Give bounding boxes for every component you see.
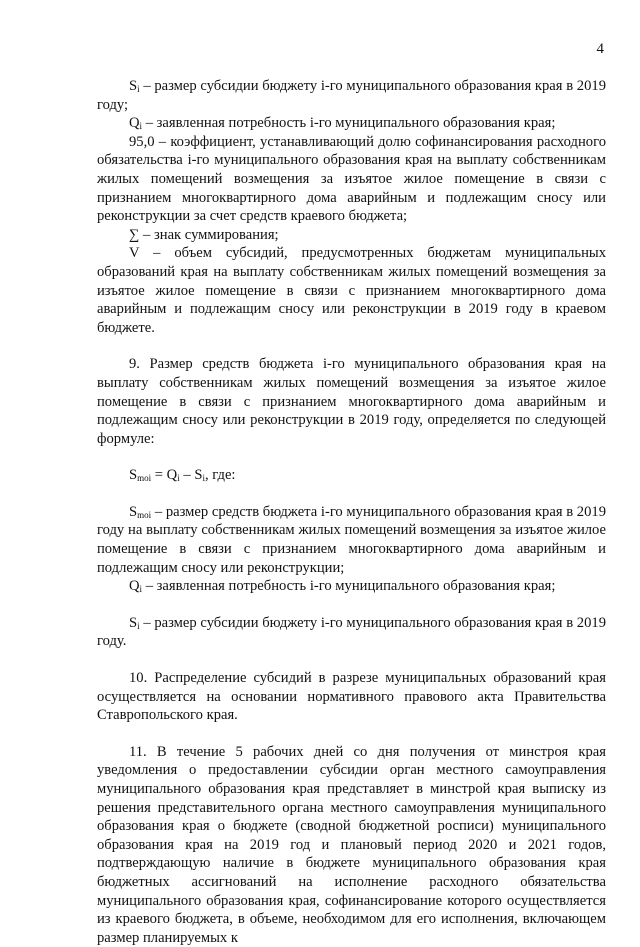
paragraph-text: V – объем субсидий, предусмотренных бюджетам муниципальных образований края на выплату собственникам жилых помещений возмещения за изъятое жилое помещение в связи с признанием многоквартирного дома аварийным и подлежащим сносу или реконструкции в 2019 году в краевом бюджете. [97,245,606,336]
paragraph-text: 10. Распределение субсидий в разрезе муниципальных образований края осуществляется на основании нормативного правового акта Правительства Ставропольского края. [97,670,606,724]
formula-s-symbol: S [194,467,203,484]
formula-smoi [97,466,606,485]
symbol: S [129,503,138,520]
symbol: S [129,614,138,631]
paragraph-text: – размер субсидии бюджету i-го муниципального образования края в 2019 году; [97,78,606,113]
paragraph-text: – заявленная потребность i-го муниципального образования края; [142,578,556,595]
formula-equals: = [151,467,167,484]
symbol: Q [129,115,140,132]
document-body [97,77,606,947]
subscript: i [139,584,143,595]
formula-lhs-subscript: moi [137,473,152,484]
paragraph-text: 95,0 – коэффициент, устанавливающий долю софинансирования расходного обязательства i-го муниципального образования края на выплату собственникам жилых помещений возмещения за изъятое жилое помещение в связи с признанием многоквартирного дома аварийным и подлежащим сносу или реконструкции за счет средств краевого бюджета; [97,133,606,225]
paragraph-smoi-definition [97,503,606,577]
formula-q-subscript: i [177,473,180,484]
paragraph-section-11 [97,743,606,947]
subscript: i [137,620,140,631]
paragraph-section-10 [97,669,606,725]
symbol: Q [129,578,140,595]
formula-minus: – [179,467,195,484]
formula-q-symbol: Q [166,467,178,484]
formula-s-subscript: i [202,473,205,484]
paragraph-coefficient-definition [97,133,606,226]
paragraph-text: – заявленная потребность i-го муниципального образования края; [142,115,556,132]
subscript: i [137,84,140,94]
page-number: 4 [596,41,604,57]
paragraph-v-definition [97,244,606,337]
formula-tail: , где: [204,467,236,484]
paragraph-si-definition-2 [97,614,606,651]
subscript: moi [137,509,152,520]
symbol: S [129,78,138,94]
paragraph-text: – размер средств бюджета i-го муниципального образования края в 2019 году на выплату собственникам жилых помещений возмещения за изъятое жилое помещение в связи с признанием многоквартирного дома аварийным и подлежащим сносу или реконструкции; [97,503,606,576]
paragraph-qi-definition [97,114,606,133]
paragraph-section-9 [97,355,606,448]
subscript: i [139,121,143,132]
paragraph-text: 11. В течение 5 рабочих дней со дня получения от минстроя края уведомления о предоставлении субсидии орган местного самоуправления муниципального образования края представляет в минстрой края выписку из решения представительного органа местного самоуправления муниципального образования края о бюджете (сводной бюджетной росписи) муниципального образования края на 2019 год и плановый период 2020 и 2021 годов, подтверждающую наличие в бюджете муниципального образования края бюджетных ассигнований на исполнение расходного обязательства муниципального образования края, софинансирование которого осуществляется из краевого бюджета, в объеме, необходимом для его исполнения, включающем размер планируемых к [97,743,606,946]
paragraph-text: 9. Размер средств бюджета i-го муниципального образования края на выплату собственникам жилых помещений возмещения за изъятое жилое помещение в связи с признанием многоквартирного дома аварийным и подлежащим сносу или реконструкции в 2019 году, определяется по следующей формуле: [97,356,606,447]
formula-lhs-symbol: S [129,467,138,484]
paragraph-qi-definition-2 [97,577,606,596]
paragraph-text: ∑ – знак суммирования; [129,226,279,243]
paragraph-sum-sign-definition [97,226,606,245]
paragraph-si-definition [97,77,606,114]
paragraph-text: – размер субсидии бюджету i-го муниципального образования края в 2019 году. [97,614,606,650]
